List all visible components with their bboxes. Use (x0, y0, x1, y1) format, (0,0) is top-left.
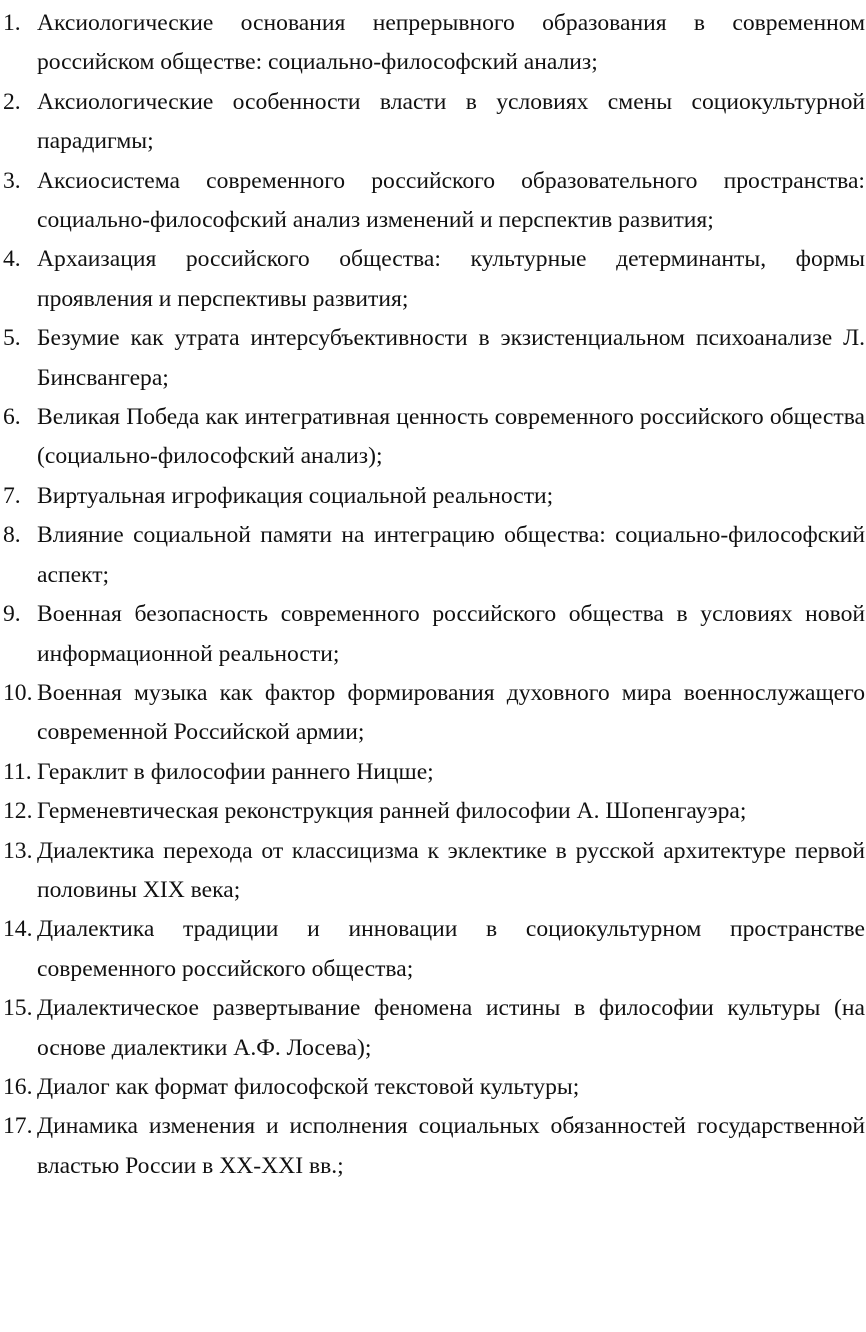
item-number: 7. (3, 482, 21, 509)
item-text: Военная музыка как фактор формирования духовного мира военнослужащего современной Российской армии; (37, 679, 865, 746)
item-number: 6. (3, 404, 21, 431)
item-text: Влияние социальной памяти на интеграцию общества: социально-философский аспект; (37, 522, 865, 588)
item-number: 14. (3, 916, 33, 943)
item-number: 13. (3, 837, 33, 864)
item-text: Архаизация российского общества: культурные детерминанты, формы проявления и перспективы развития; (37, 246, 865, 312)
list-item (3, 1068, 866, 1107)
list-item (3, 674, 866, 753)
list-item (3, 83, 866, 162)
list-item (3, 1107, 866, 1186)
item-number: 12. (3, 798, 33, 825)
item-number: 1. (3, 10, 21, 36)
list-item (3, 595, 866, 674)
list-item (3, 792, 866, 831)
item-text: Военная безопасность современного российского общества в условиях новой информационной реальности; (37, 601, 865, 667)
list-item (3, 162, 866, 241)
item-text: Аксиологические основания непрерывного образования в современном российском обществе: социально-философский анализ; (37, 10, 865, 76)
list-item (3, 753, 866, 792)
item-number: 2. (3, 88, 21, 115)
list-item (3, 832, 866, 911)
item-number: 5. (3, 325, 21, 352)
item-text: Гераклит в философии раннего Ницше; (37, 758, 434, 785)
item-number: 4. (3, 246, 21, 273)
item-text: Диалог как формат философской текстовой культуры; (37, 1073, 580, 1100)
item-number: 11. (3, 758, 32, 785)
item-number: 15. (3, 995, 33, 1022)
item-number: 3. (3, 167, 21, 194)
list-item (3, 319, 866, 398)
item-number: 9. (3, 601, 21, 628)
item-text: Безумие как утрата интерсубъективности в экзистенциальном психоанализе Л. Бинсвангера; (37, 325, 865, 391)
list-item (3, 4, 866, 83)
topic-list (3, 4, 866, 1186)
list-item (3, 516, 866, 595)
list-item (3, 477, 866, 516)
item-text: Великая Победа как интегративная ценность современного российского общества (социально-философский анализ); (37, 404, 865, 470)
list-item (3, 240, 866, 319)
item-text: Герменевтическая реконструкция ранней философии А. Шопенгауэра; (37, 798, 747, 825)
list-item (3, 910, 866, 989)
item-number: 8. (3, 522, 21, 549)
item-number: 16. (3, 1073, 33, 1100)
item-text: Динамика изменения и исполнения социальных обязанностей государственной властью России в XX-XXI вв.; (37, 1113, 865, 1179)
item-text: Диалектика традиции и инновации в социокультурном пространстве современного российского общества; (37, 916, 865, 982)
list-item (3, 398, 866, 477)
item-number: 17. (3, 1113, 33, 1140)
item-text: Диалектическое развертывание феномена истины в философии культуры (на основе диалектики А.Ф. Лосева); (37, 995, 865, 1061)
item-number: 10. (3, 679, 33, 706)
item-text: Аксиологические особенности власти в условиях смены социокультурной парадигмы; (37, 88, 865, 155)
item-text: Аксиосистема современного российского образовательного пространства: социально-философский анализ изменений и перспектив развития; (37, 167, 865, 234)
list-item (3, 989, 866, 1068)
item-text: Виртуальная игрофикация социальной реальности; (37, 482, 554, 509)
item-text: Диалектика перехода от классицизма к эклектике в русской архитектуре первой половины XIX века; (37, 837, 865, 903)
